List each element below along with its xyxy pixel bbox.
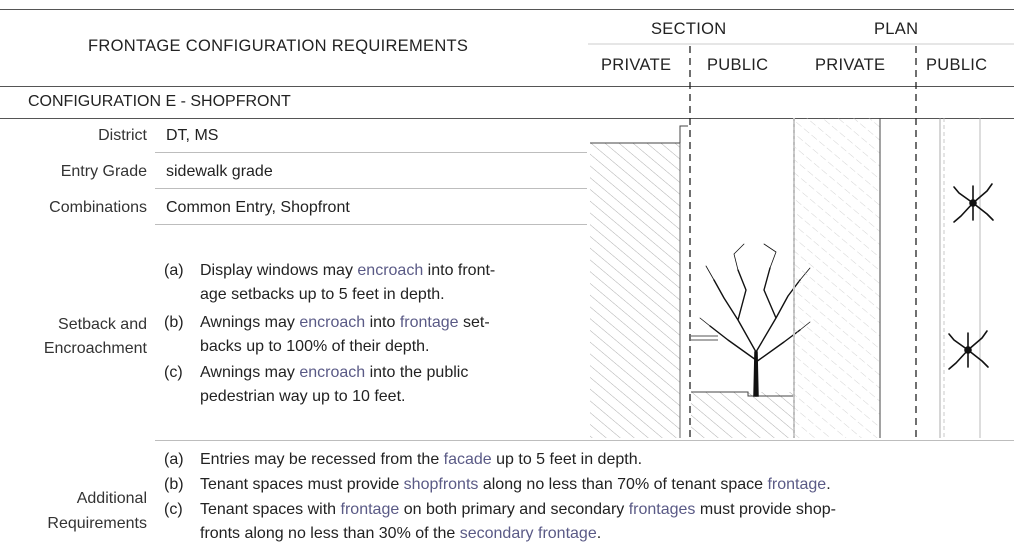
plan-private-heading: PRIVATE (815, 56, 886, 74)
section-private-heading: PRIVATE (601, 56, 672, 74)
tree-plan-icon-2 (949, 331, 988, 369)
entry-grade-value: sidewalk grade (166, 163, 273, 180)
additional-label: Additional Requirements (47, 490, 147, 532)
plan-heading: PLAN (874, 20, 919, 38)
entry-grade-label: Entry Grade (60, 163, 147, 180)
setback-item-c: (c) Awnings may encroach into the public pedestrian way up to 10 feet. (164, 364, 469, 405)
district-value: DT, MS (166, 127, 219, 144)
setback-item-a: (a) Display windows may encroach into front- age setbacks up to 5 feet in depth. (164, 262, 496, 303)
additional-item-a: (a) Entries may be recessed from the facade up to 5 feet in depth. (164, 451, 643, 468)
section-public-heading: PUBLIC (707, 56, 769, 74)
combinations-label: Combinations (49, 199, 147, 216)
combinations-value: Common Entry, Shopfront (166, 199, 350, 216)
setback-item-b: (b) Awnings may encroach into frontage set- backs up to 100% of their depth. (164, 314, 490, 355)
district-label: District (98, 127, 147, 144)
plan-public-heading: PUBLIC (926, 56, 988, 74)
configuration-title: CONFIGURATION E - SHOPFRONT (28, 93, 291, 110)
setback-label: Setback and Encroachment (43, 316, 147, 357)
plan-diagram (794, 46, 993, 438)
additional-item-c: (c) Tenant spaces with frontage on both primary and secondary frontages must provide shop- fronts along no less than 30% of the secondary frontage. (164, 501, 836, 542)
frontage-diagram (588, 0, 1014, 553)
section-heading: SECTION (651, 20, 727, 38)
tree-plan-icon (954, 184, 993, 222)
additional-item-b: (b) Tenant spaces must provide shopfronts along no less than 70% of tenant space frontage. (164, 476, 831, 493)
table-title: FRONTAGE CONFIGURATION REQUIREMENTS (88, 37, 469, 55)
section-diagram (590, 46, 810, 438)
